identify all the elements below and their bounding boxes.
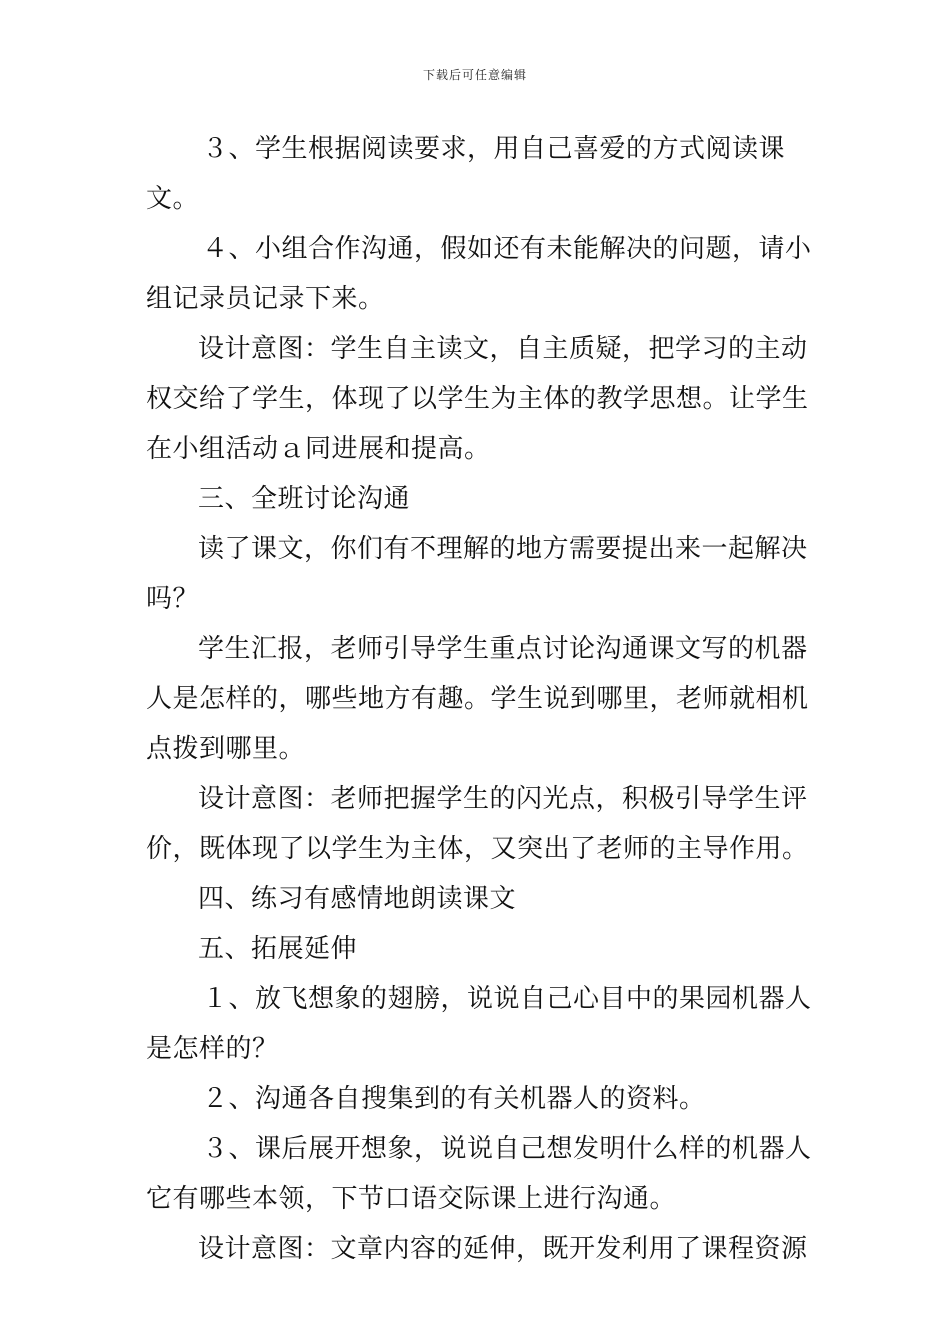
page-header-note: 下载后可任意编辑 — [422, 68, 527, 82]
paragraph-design-intent-3: 设计意图：文章内容的延伸，既开发利用了课程资源 — [198, 1234, 808, 1264]
paragraph-step-4-group: ４、小组合作沟通，假如还有未能解决的问题，请小组记录员记录下来。 — [146, 234, 812, 314]
section-heading-5: 五、拓展延伸 — [198, 934, 358, 964]
section-heading-3: 三、全班讨论沟通 — [198, 484, 411, 514]
paragraph-extension-3: ３、课后展开想象，说说自己想发明什么样的机器人它有哪些本领，下节口语交际课上进行沟通。 — [146, 1134, 812, 1214]
section-heading-4: 四、练习有感情地朗读课文 — [198, 884, 517, 914]
paragraph-design-intent-2: 设计意图：老师把握学生的闪光点，积极引导学生评价，既体现了以学生为主体，又突出了老师的主导作用。 — [146, 784, 809, 864]
document-body — [146, 124, 812, 1274]
paragraph-question: 读了课文，你们有不理解的地方需要提出来一起解决吗？ — [146, 534, 808, 614]
paragraph-student-report: 学生汇报，老师引导学生重点讨论沟通课文写的机器人是怎样的，哪些地方有趣。学生说到哪里，老师就相机点拨到哪里。 — [146, 634, 809, 764]
paragraph-step-3-reading: ３、学生根据阅读要求，用自己喜爱的方式阅读课文。 — [146, 134, 786, 214]
paragraph-extension-1: １、放飞想象的翅膀，说说自己心目中的果园机器人是怎样的？ — [146, 984, 812, 1064]
paragraph-extension-2: ２、沟通各自搜集到的有关机器人的资料。 — [202, 1084, 706, 1114]
paragraph-design-intent-1: 设计意图：学生自主读文，自主质疑，把学习的主动权交给了学生，体现了以学生为主体的教学思想。让学生在小组活动ａ同进展和提高。 — [146, 334, 809, 464]
